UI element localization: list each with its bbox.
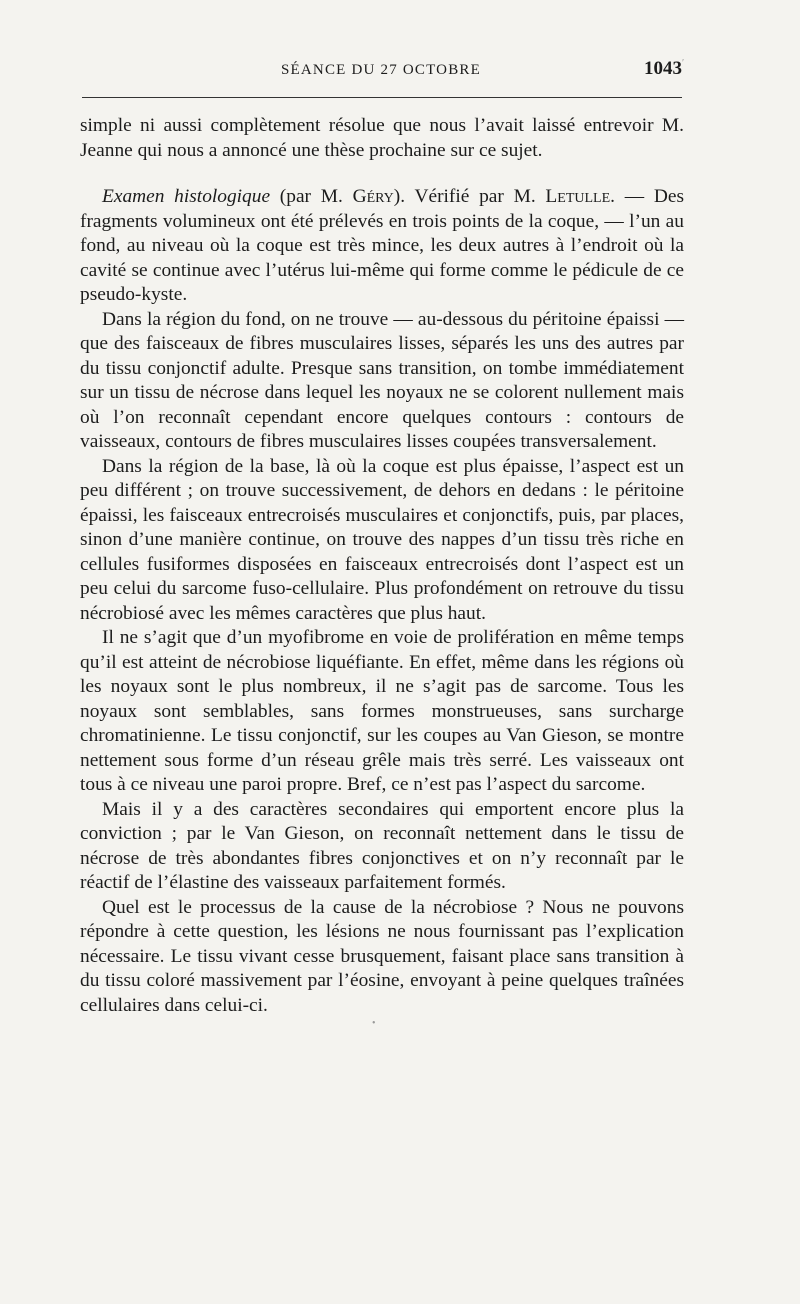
paragraph-7: Quel est le processus de la cause de la nécrobiose ? Nous ne pouvons répondre à cette question, les lésions ne nous fournissant pas l’explication nécessaire. Le tissu vivant cesse brusquement, faisant place sans transition à du tissu coloré massivement par l’éosine, envoyant à peine quelques traînées cellulaires dans celui-ci.: [80, 896, 684, 1016]
paragraph-4: Dans la région de la base, là où la coque est plus épaisse, l’aspect est un peu différent ; on trouve successivement, de dehors en dedans : le péritoine épaissi, les faisceaux entrecroisés musculaires et conjonctifs, puis, par places, sinon d’une manière continue, on trouve des nappes d’un tissu très riche en cellules fusiformes disposées en faisceaux entrecroisés dont l’aspect est un peu celui du sarcome fuso-cellulaire. Plus profondément on retrouve du tissu nécrobiosé avec les mêmes caractères que plus haut.: [80, 455, 684, 624]
body-text: [80, 114, 684, 1018]
paragraph-3: Dans la région du fond, on ne trouve — au-dessous du péritoine épaissi — que des faisceaux de fibres musculaires lisses, séparés les uns des autres par du tissu conjonctif adulte. Presque sans transition, on tombe immédiatement sur un tissu de nécrose dans lequel les noyaux ne se colorent nullement mais où l’on reconnaît cependant encore quelques contours : contours de vaisseaux, contours de fibres musculaires lisses coupées transversalement.: [80, 308, 684, 452]
text-run: . — Des fragments volumineux ont été prélevés en trois points de la coque, — l’un au fond, au niveau où la coque est très mince, les deux autres à l’endroit où la cavité se continue avec l’utérus lui-même qui forme comme le pédicule de ce pseudo-kyste.: [80, 186, 684, 305]
paragraph-2: [80, 185, 684, 308]
paragraph-5: Il ne s’agit que d’un myofibrome en voie de prolifération en même temps qu’il est atteint de nécrobiose liquéfiante. En effet, même dans les régions où les noyaux sont le plus nombreux, il ne s’agit pas de sarcome. Tous les noyaux sont semblables, sans formes monstrueuses, sans surcharge chromatinienne. Le tissu conjonctif, sur les coupes au Van Gieson, se montre nettement sous forme d’un réseau grêle mais très serré. Les vaisseaux ont tous à ce niveau une paroi propre. Bref, ce n’est pas l’aspect du sarcome.: [80, 627, 684, 795]
page-speck: ʹ: [682, 58, 685, 69]
page-header: [80, 58, 685, 88]
paragraph-1: simple ni aussi complètement résolue que nous l’avait laissé entrevoir M. Jeanne qui nous a annoncé une thèse prochaine sur ce sujet.: [80, 115, 684, 161]
paragraph-6: Mais il y a des caractères secondaires qui emportent encore plus la conviction ; par le Van Gieson, on reconnaît nettement dans le tissu de nécrose de très abondantes fibres conjonctives et on n’y reconnaît par le réactif de l’élastine des vaisseaux parfaitement formés.: [80, 798, 684, 893]
running-title: SÉANCE DU 27 OCTOBRE: [281, 62, 481, 78]
author-name-letulle: Letulle: [545, 186, 611, 207]
page-number: 1043: [644, 58, 682, 79]
section-heading: Examen histologique: [102, 186, 271, 207]
header-rule: [82, 97, 682, 98]
text-run: ). Vérifié par M.: [393, 186, 546, 207]
page-speck: •: [372, 1018, 376, 1029]
author-name-gery: Géry: [352, 186, 394, 207]
text-run: (par M.: [270, 186, 353, 207]
